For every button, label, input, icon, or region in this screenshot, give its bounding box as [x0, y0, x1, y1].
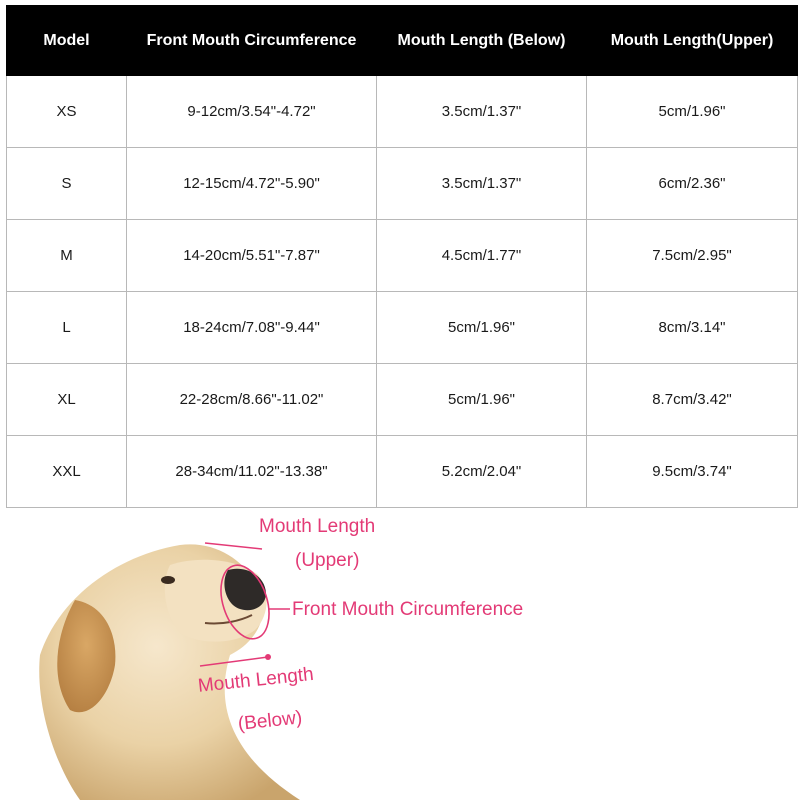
below-length-marker-dot [265, 654, 271, 660]
table-row [7, 292, 798, 364]
size-chart-table [6, 5, 798, 508]
label-upper: (Upper) [295, 550, 360, 571]
header-mouth-length-upper: Mouth Length(Upper) [587, 6, 798, 76]
cell-model: XL [7, 364, 127, 436]
cell-front: 9-12cm/3.54"-4.72" [127, 76, 377, 148]
cell-below: 3.5cm/1.37" [377, 148, 587, 220]
label-below: (Below) [236, 707, 304, 735]
cell-below: 5cm/1.96" [377, 364, 587, 436]
table-row [7, 220, 798, 292]
cell-upper: 9.5cm/3.74" [587, 436, 798, 508]
cell-front: 12-15cm/4.72"-5.90" [127, 148, 377, 220]
table-row [7, 436, 798, 508]
header-front-mouth-circumference: Front Mouth Circumference [127, 6, 377, 76]
cell-below: 5.2cm/2.04" [377, 436, 587, 508]
measurement-diagram [0, 505, 800, 800]
cell-upper: 8.7cm/3.42" [587, 364, 798, 436]
cell-upper: 5cm/1.96" [587, 76, 798, 148]
cell-below: 3.5cm/1.37" [377, 76, 587, 148]
cell-upper: 7.5cm/2.95" [587, 220, 798, 292]
cell-model: L [7, 292, 127, 364]
header-mouth-length-below: Mouth Length (Below) [377, 6, 587, 76]
cell-model: S [7, 148, 127, 220]
table-row [7, 364, 798, 436]
cell-below: 5cm/1.96" [377, 292, 587, 364]
cell-model: XS [7, 76, 127, 148]
cell-upper: 8cm/3.14" [587, 292, 798, 364]
cell-front: 18-24cm/7.08"-9.44" [127, 292, 377, 364]
cell-front: 14-20cm/5.51"-7.87" [127, 220, 377, 292]
label-front-mouth-circumference: Front Mouth Circumference [292, 599, 524, 620]
table-row [7, 148, 798, 220]
header-model: Model [7, 6, 127, 76]
label-mouth-length-upper: Mouth Length [259, 516, 376, 537]
cell-model: M [7, 220, 127, 292]
dog-eye-shape [161, 576, 175, 584]
cell-below: 4.5cm/1.77" [377, 220, 587, 292]
cell-model: XXL [7, 436, 127, 508]
cell-front: 22-28cm/8.66"-11.02" [127, 364, 377, 436]
cell-front: 28-34cm/11.02"-13.38" [127, 436, 377, 508]
label-mouth-length-below: Mouth Length [196, 663, 315, 697]
table-header-row [7, 6, 798, 76]
cell-upper: 6cm/2.36" [587, 148, 798, 220]
dog-head-illustration [0, 505, 800, 800]
table-row [7, 76, 798, 148]
